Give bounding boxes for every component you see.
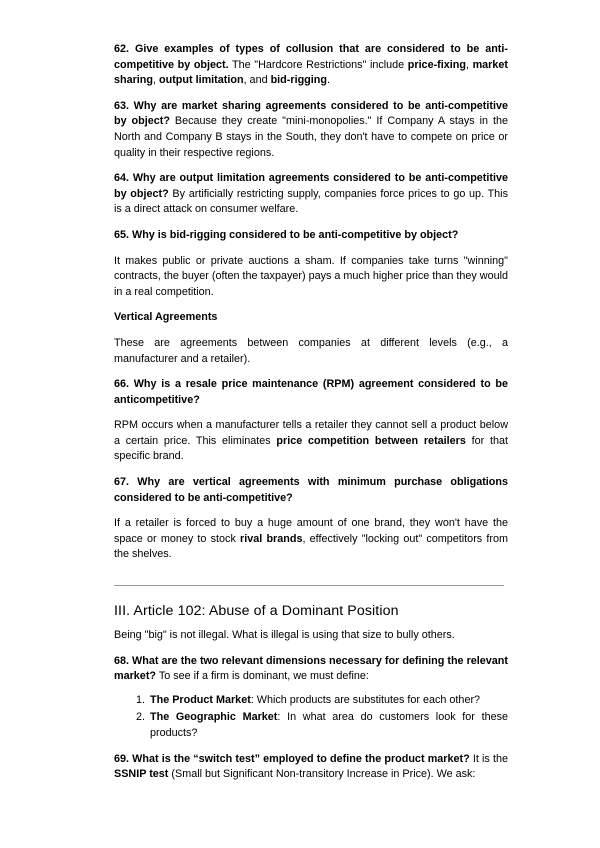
question-62-title: 62. Give examples of types of collusion that are considered to be anti-competitive by object. [114,43,508,71]
question-68-answer: To see if a firm is dominant, we must define: [156,670,369,683]
section-intro: Being "big" is not illegal. What is illegal is using that size to bully others. [114,629,455,642]
question-69-title: 69. What is the “switch test” employed to define the product market? [114,752,470,765]
document-page [114,42,508,783]
question-63-answer: Because they create "mini-monopolies." If Company A stays in the North and Company B stays in the South, they don't have to compete on price or quality in their respective regions. [114,115,508,159]
question-66-answer: RPM occurs when a manufacturer tells a retailer they cannot sell a product below a certain price. This eliminates price competition between retailers for that specific brand. [114,419,509,463]
question-64-answer: By artificially restricting supply, companies force prices to go up. This is a direct attack on consumer welfare. [114,187,508,216]
question-63-title: 63. Why are market sharing agreements considered to be anti-competitive by object? [114,99,508,128]
list-item: 2. The Geographic Market: In what area do customers look for these products? [148,710,508,741]
question-66-title: 66. Why is a resale price maintenance (RPM) agreement considered to be anticompetitive? [114,378,508,406]
question-68 [114,654,508,685]
vertical-agreements-heading: Vertical Agreements [114,311,218,324]
question-67-answer: If a retailer is forced to buy a huge amount of one brand, they won't have the space or money to stock rival brands, effectively "locking out" competitors from the shelves. [114,517,508,561]
question-62: 62. Give examples of types of collusion that are considered to be anti-competitive by object. The "Hardcore Restrictions" include price-fixing, market sharing, output limitation, and bid-rigging. [114,43,508,87]
question-64 [114,171,508,218]
question-65-answer: It makes public or private auctions a sham. If companies take turns "winning" contracts, the buyer (often the taxpayer) pays a much higher price than they would in a real competition. [114,254,508,298]
question-65-title: 65. Why is bid-rigging considered to be anti-competitive by object? [114,228,459,241]
section-heading: III. Article 102: Abuse of a Dominant Position [114,603,399,620]
section-divider [114,585,504,586]
market-dimensions-list [114,693,508,742]
question-64-title: 64. Why are output limitation agreements considered to be anti-competitive by object? [114,172,508,200]
list-item: 1. The Product Market: Which products are substitutes for each other? [148,693,508,709]
question-67-title: 67. Why are vertical agreements with minimum purchase obligations considered to be anti-competitive? [114,476,508,504]
question-68-title: 68. What are the two relevant dimensions necessary for defining the relevant market? [114,654,508,683]
vertical-agreements-intro: These are agreements between companies at different levels (e.g., a manufacturer and a retailer). [114,336,508,365]
question-63 [114,99,508,161]
question-69: 69. What is the “switch test” employed to define the product market? It is the SSNIP test (Small but Significant Non-transitory Increase in Price). We ask: [114,752,508,781]
